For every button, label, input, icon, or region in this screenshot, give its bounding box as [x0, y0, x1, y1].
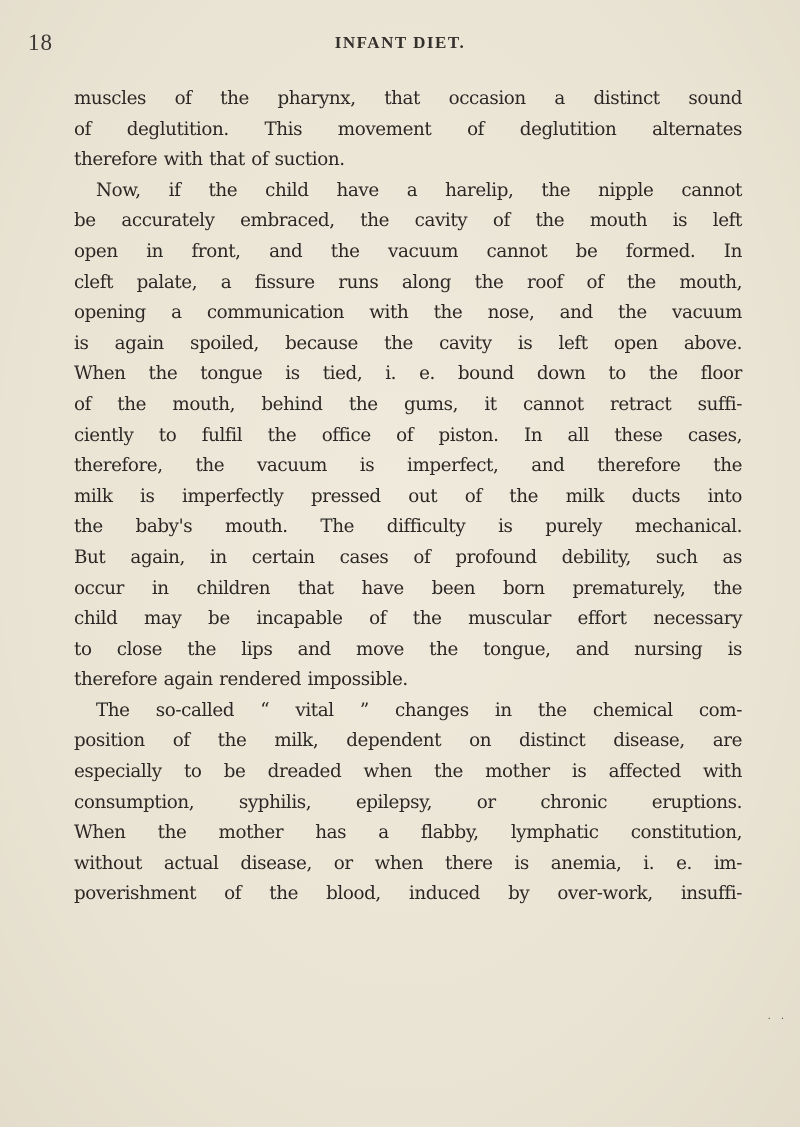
text-line: ciently to fulfil the office of piston. In all these cases,: [74, 424, 742, 446]
text-line: to close the lips and move the tongue, and nursing is: [74, 638, 742, 660]
text-line: the baby's mouth. The difficulty is purely mechanical.: [74, 516, 742, 538]
text-line: occur in children that have been born prematurely, the: [74, 577, 742, 599]
text-line: consumption, syphilis, epilepsy, or chronic eruptions.: [74, 791, 742, 813]
body-text: [74, 84, 742, 910]
text-line: therefore with that of suction.: [74, 149, 345, 171]
text-line: When the mother has a flabby, lymphatic constitution,: [74, 822, 742, 844]
margin-specks: ··: [767, 1014, 794, 1025]
text-line: especially to be dreaded when the mother is affected with: [74, 761, 742, 783]
running-title: INFANT DIET.: [334, 33, 466, 52]
text-line: of the mouth, behind the gums, it cannot retract suffi-: [74, 393, 742, 415]
text-line: poverishment of the blood, induced by over-work, insuffi-: [74, 883, 742, 905]
text-line: opening a communication with the nose, and the vacuum: [74, 302, 742, 324]
text-line: therefore again rendered impossible.: [74, 669, 408, 691]
running-head: [0, 30, 800, 60]
text-line: of deglutition. This movement of deglutition alternates: [74, 118, 742, 140]
text-line: But again, in certain cases of profound debility, such as: [74, 546, 742, 568]
text-line: milk is imperfectly pressed out of the milk ducts into: [74, 485, 742, 507]
text-line: without actual disease, or when there is anemia, i. e. im-: [74, 852, 742, 874]
text-line: is again spoiled, because the cavity is left open above.: [74, 332, 742, 354]
text-line: therefore, the vacuum is imperfect, and therefore the: [74, 455, 742, 477]
text-line: muscles of the pharynx, that occasion a distinct sound: [74, 88, 742, 109]
text-line: cleft palate, a fissure runs along the roof of the mouth,: [74, 271, 742, 293]
text-line: be accurately embraced, the cavity of the mouth is left: [74, 210, 742, 232]
page-number: 18: [28, 30, 53, 55]
text-line: Now, if the child have a harelip, the nipple cannot: [96, 179, 742, 201]
text-line: child may be incapable of the muscular effort necessary: [74, 608, 742, 630]
text-line: open in front, and the vacuum cannot be formed. In: [74, 240, 742, 262]
text-line: The so-called “ vital ” changes in the chemical com-: [96, 699, 742, 721]
text-line: When the tongue is tied, i. e. bound down to the floor: [74, 363, 742, 385]
text-line: position of the milk, dependent on distinct disease, are: [74, 730, 742, 752]
